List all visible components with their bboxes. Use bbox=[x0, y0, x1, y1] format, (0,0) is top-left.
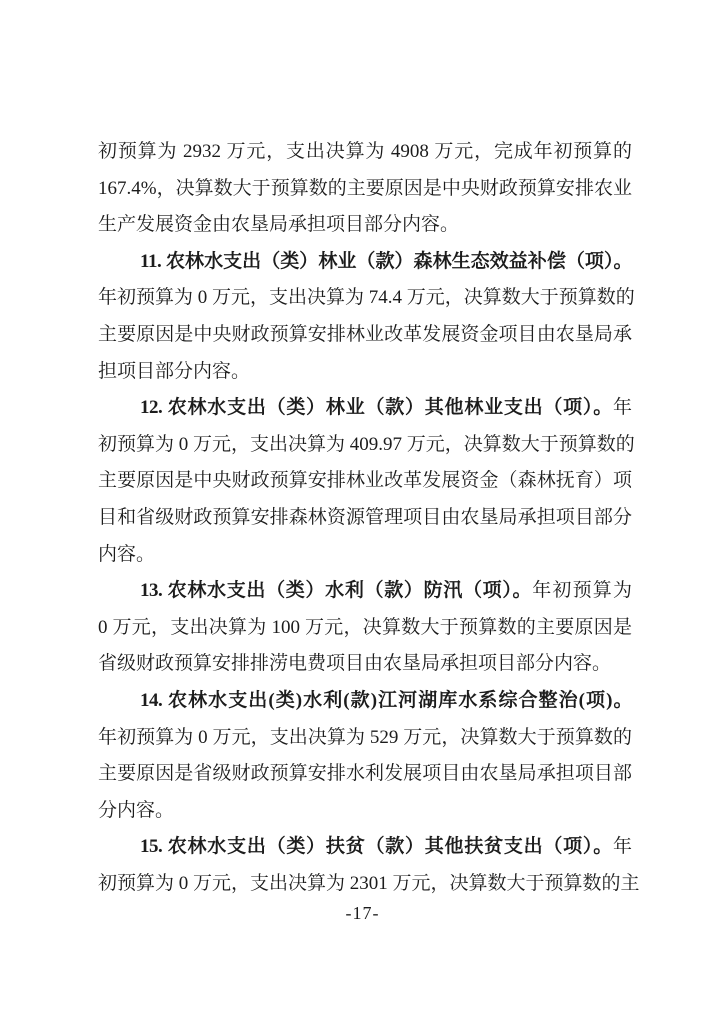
body-text-run: 初预算为 0 万元，支出决算为 409.97 万元，决算数大于预算数的 bbox=[98, 433, 635, 455]
text-line bbox=[98, 683, 632, 720]
text-line bbox=[98, 463, 632, 500]
text-line bbox=[98, 280, 635, 317]
text-line bbox=[98, 134, 632, 171]
body-text-run: 0 万元，支出决算为 100 万元，决算数大于预算数的主要原因是 bbox=[98, 616, 632, 638]
body-text-run: 年初预算为 0 万元，支出决算为 74.4 万元，决算数大于预算数的 bbox=[98, 287, 635, 309]
body-text-run: 年初预算为 bbox=[532, 580, 632, 602]
text-line bbox=[98, 500, 632, 537]
text-line bbox=[98, 866, 640, 903]
heading-text-run: 12. 农林水支出（类）林业（款）其他林业支出（项）。 bbox=[140, 397, 613, 419]
heading-text-run: 13. 农林水支出（类）水利（款）防汛（项）。 bbox=[140, 580, 533, 602]
body-text-run: 年 bbox=[612, 836, 632, 858]
text-line bbox=[98, 354, 632, 391]
text-line bbox=[98, 171, 632, 208]
text-line bbox=[98, 646, 632, 683]
heading-text-run: 11. 农林水支出（类）林业（款）森林生态效益补偿（项）。 bbox=[140, 250, 632, 272]
body-text-run: 担项目部分内容。 bbox=[98, 360, 251, 382]
body-text-run: 生产发展资金由农垦局承担项目部分内容。 bbox=[98, 214, 460, 236]
body-text-run: 主要原因是中央财政预算安排林业改革发展资金项目由农垦局承 bbox=[98, 323, 632, 345]
text-line bbox=[98, 317, 632, 354]
text-line bbox=[98, 829, 632, 866]
body-text-run: 年初预算为 0 万元，支出决算为 529 万元，决算数大于预算数的 bbox=[98, 726, 632, 748]
body-text-run: 初预算为 2932 万元，支出决算为 4908 万元，完成年初预算的 bbox=[98, 141, 632, 162]
text-line bbox=[98, 427, 635, 464]
document-body bbox=[98, 134, 640, 902]
body-text-run: 年 bbox=[612, 397, 632, 419]
text-line bbox=[98, 390, 632, 427]
text-line bbox=[98, 610, 632, 647]
body-text-run: 主要原因是中央财政预算安排林业改革发展资金（森林抚育）项 bbox=[98, 470, 632, 492]
body-text-run: 主要原因是省级财政预算安排水利发展项目由农垦局承担项目部 bbox=[98, 763, 632, 785]
heading-text-run: 15. 农林水支出（类）扶贫（款）其他扶贫支出（项）。 bbox=[140, 836, 613, 858]
body-text-run: 分内容。 bbox=[98, 799, 175, 821]
text-line bbox=[98, 720, 632, 757]
body-text-run: 目和省级财政预算安排森林资源管理项目由农垦局承担项目部分 bbox=[98, 506, 632, 528]
text-line bbox=[98, 793, 632, 830]
body-text-run: 内容。 bbox=[98, 543, 156, 565]
text-line bbox=[98, 756, 632, 793]
body-text-run: 初预算为 0 万元，支出决算为 2301 万元，决算数大于预算数的主 bbox=[98, 872, 640, 894]
text-line bbox=[98, 244, 632, 281]
body-text-run: 167.4%，决算数大于预算数的主要原因是中央财政预算安排农业 bbox=[98, 177, 632, 199]
text-line bbox=[98, 207, 632, 244]
page-number: -17- bbox=[345, 903, 380, 923]
heading-text-run: 14. 农林水支出(类)水利(款)江河湖库水系综合整治(项)。 bbox=[140, 689, 632, 711]
body-text-run: 省级财政预算安排排涝电费项目由农垦局承担项目部分内容。 bbox=[98, 653, 612, 675]
text-line bbox=[98, 573, 632, 610]
text-line bbox=[98, 537, 632, 574]
